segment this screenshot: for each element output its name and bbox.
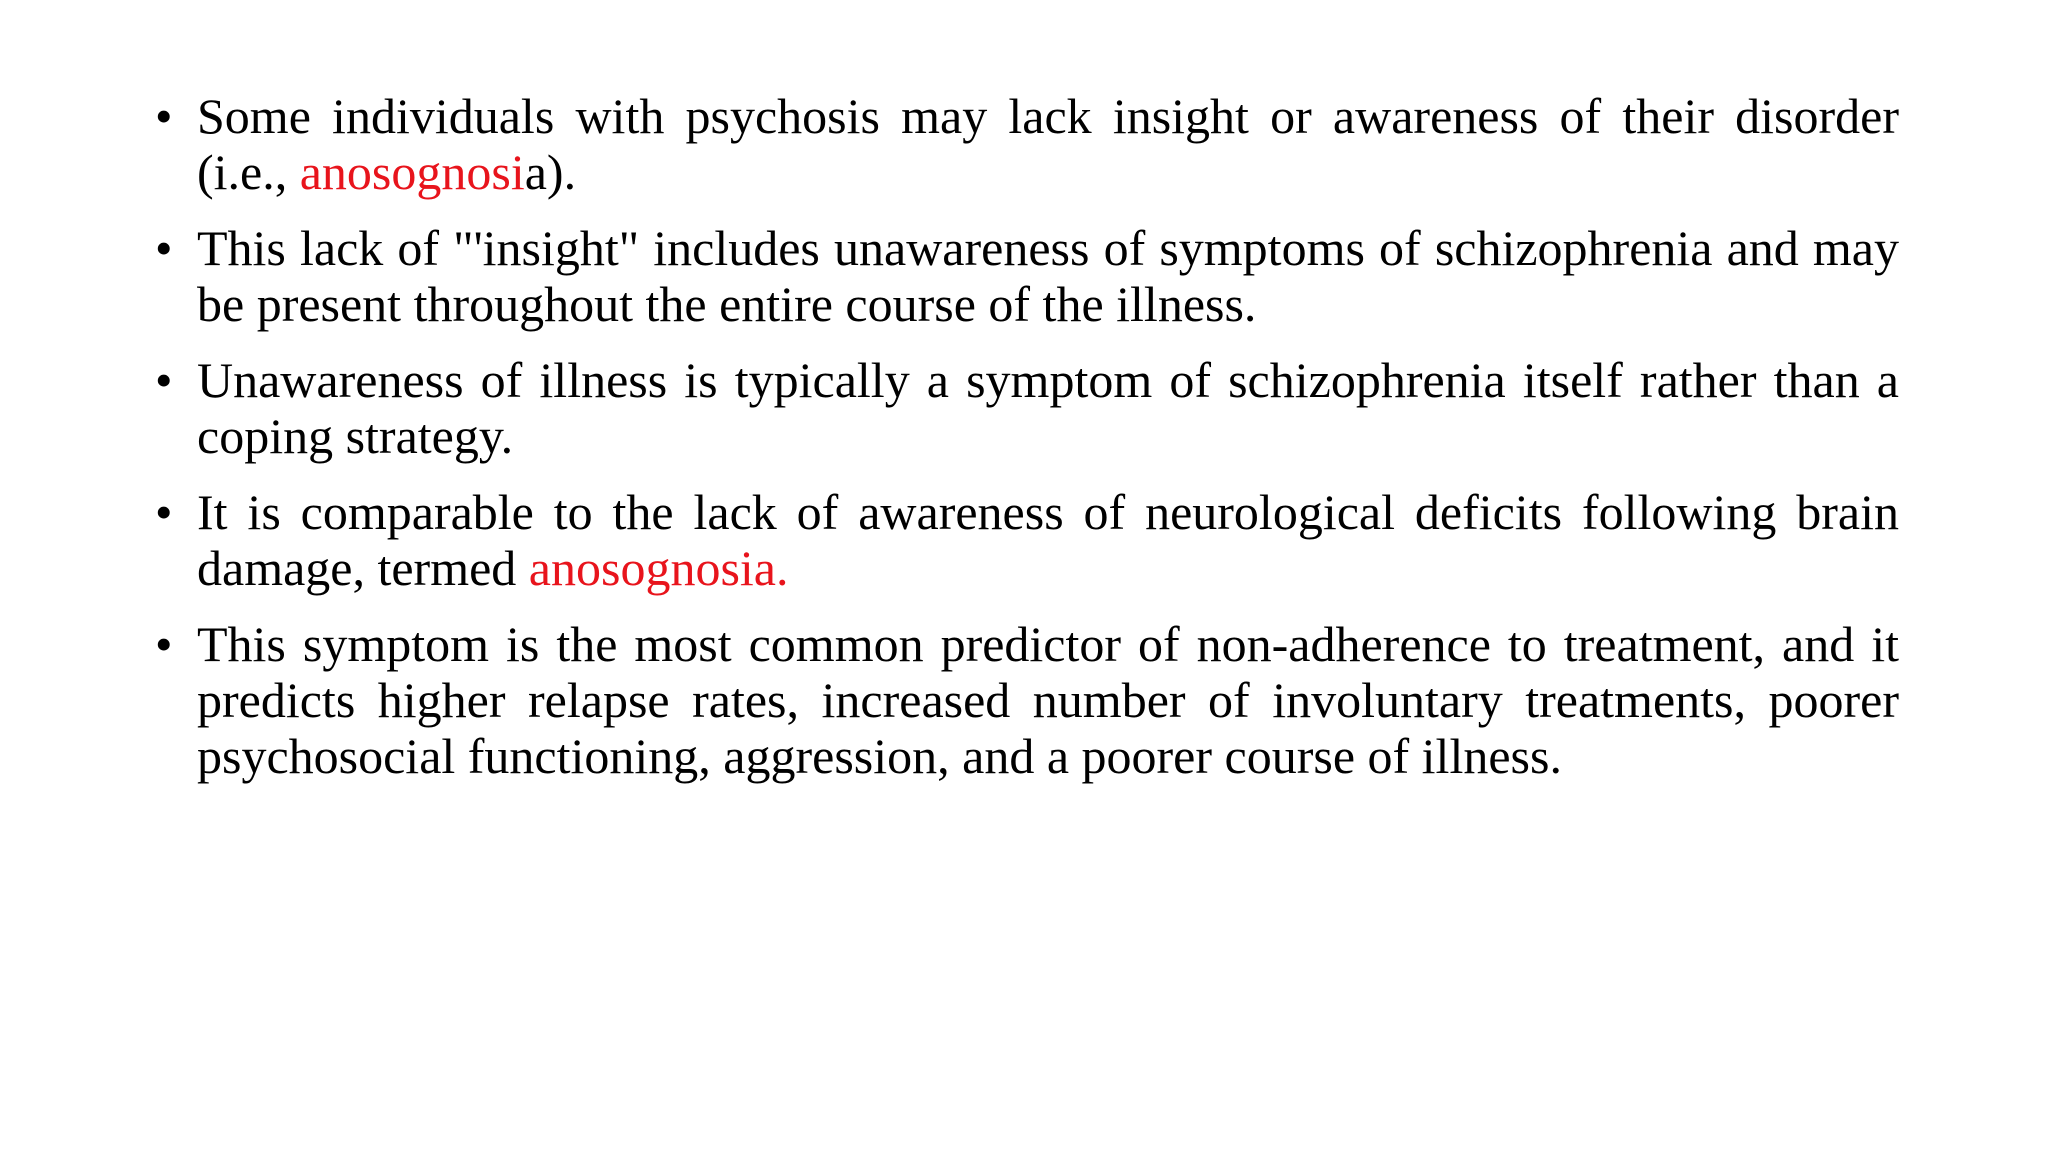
bullet-text-end: a). bbox=[524, 144, 577, 200]
bullet-text: Unawareness of illness is typically a symptom of schizophrenia itself rather than a coping strategy. bbox=[197, 352, 1899, 464]
bullet-text: This lack of "'insight" includes unawareness of symptoms of schizophrenia and may be present throughout the entire course of the illness. bbox=[197, 220, 1899, 332]
bullet-icon: • bbox=[155, 484, 173, 540]
bullet-item-1 bbox=[155, 88, 1899, 200]
highlighted-term: anosognosi bbox=[299, 144, 525, 200]
bullet-text: This symptom is the most common predictor of non-adherence to treatment, and it predicts higher relapse rates, increased number of involuntary treatments, poorer psychosocial functioning, aggression, and a poorer course of illness. bbox=[197, 616, 1899, 784]
bullet-text: It is comparable to the lack of awareness of neurological deficits following brain damage, termed bbox=[197, 484, 1899, 596]
highlighted-term: anosognosia. bbox=[528, 540, 789, 596]
bullet-icon: • bbox=[155, 352, 173, 408]
bullet-icon: • bbox=[155, 220, 173, 276]
bullet-icon: • bbox=[155, 616, 173, 672]
bullet-icon: • bbox=[155, 88, 173, 144]
bullet-text: Some individuals with psychosis may lack insight or awareness of their disorder (i.e., bbox=[197, 88, 1899, 200]
bullet-item-3 bbox=[155, 352, 1899, 464]
bullet-item-5 bbox=[155, 616, 1899, 784]
bullet-list bbox=[155, 88, 1899, 804]
bullet-item-4 bbox=[155, 484, 1899, 596]
bullet-item-2 bbox=[155, 220, 1899, 332]
